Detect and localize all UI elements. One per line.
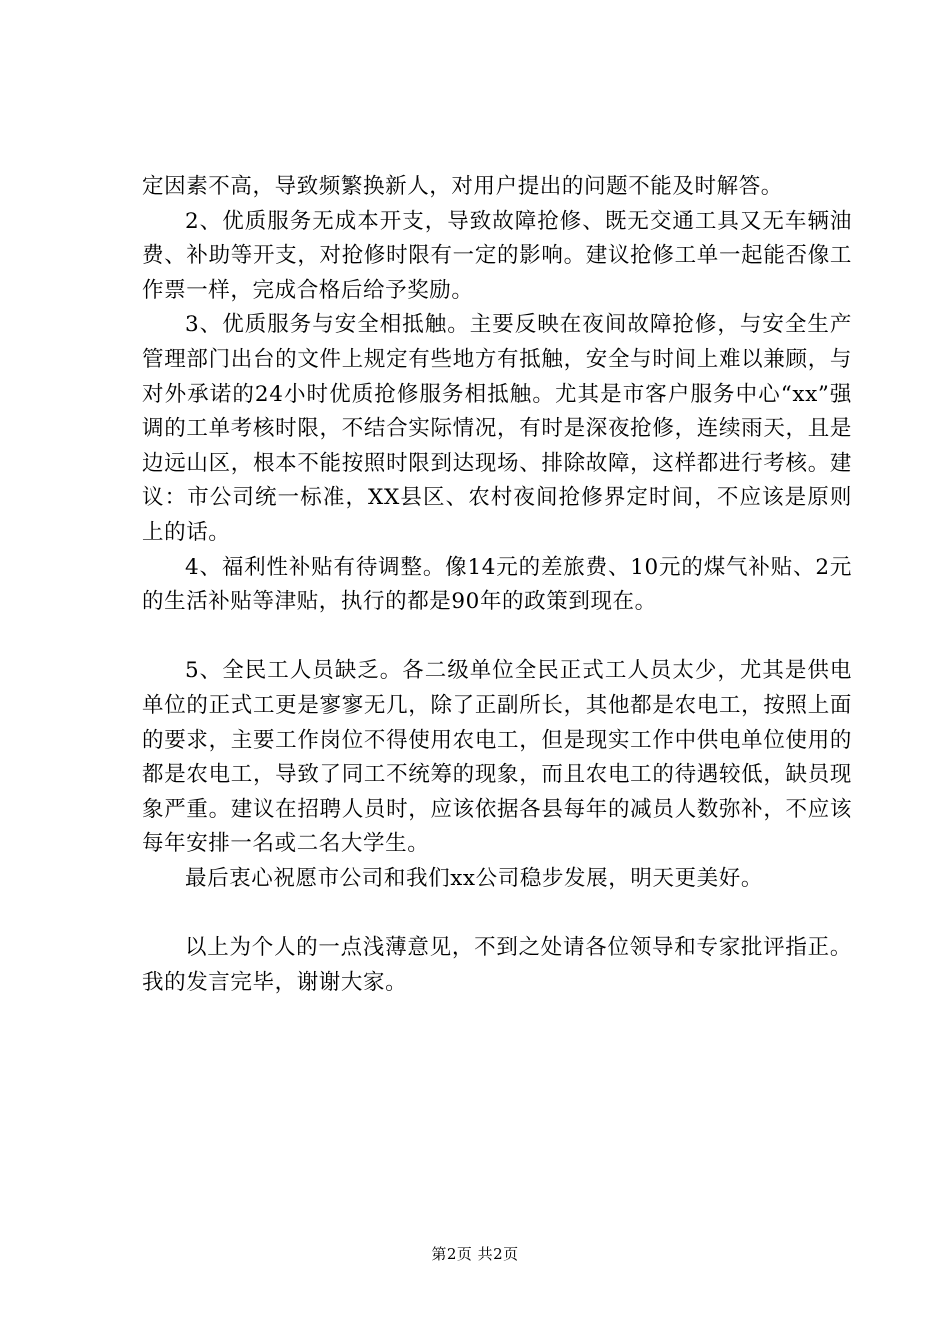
paragraph-closing-wish: 最后衷心祝愿市公司和我们xx公司稳步发展，明天更美好。 <box>185 865 763 891</box>
paragraph-item-2: 2、优质服务无成本开支，导致故障抢修、既无交通工具又无车辆油费、补助等开支，对抢修时限有一定的影响。建议抢修工单一起能否像工作票一样，完成合格后给予奖励。 <box>142 208 852 303</box>
page-number-footer: 第2页 共2页 <box>431 1245 519 1263</box>
paragraph-item-5: 5、全民工人员缺乏。各二级单位全民正式工人员太少，尤其是供电单位的正式工更是寥寥无几，除了正副所长，其他都是农电工，按照上面的要求，主要工作岗位不得使用农电工，但是现实工作中供电单位使用的都是农电工，导致了同工不统筹的现象，而且农电工的待遇较低，缺员现象严重。建议在招聘人员时，应该依据各县每年的减员人数弥补，不应该每年安排一名或二名大学生。 <box>142 658 852 857</box>
paragraph-item-3: 3、优质服务与安全相抵触。主要反映在夜间故障抢修，与安全生产管理部门出台的文件上规定有些地方有抵触，安全与时间上难以兼顾，与对外承诺的24小时优质抢修服务相抵触。尤其是市客户服务中心“xx”强调的工单考核时限，不结合实际情况，有时是深夜抢修，连续雨天，且是边远山区，根本不能按照时限到达现场、排除故障，这样都进行考核。建议：市公司统一标准，XX县区、农村夜间抢修界定时间，不应该是原则上的话。 <box>142 312 852 545</box>
document-body <box>142 170 852 1000</box>
paragraph-item-4: 4、福利性补贴有待调整。像14元的差旅费、10元的煤气补贴、2元的生活补贴等津贴，执行的都是90年的政策到现在。 <box>142 554 852 615</box>
paragraph-continuation: 定因素不高，导致频繁换新人，对用户提出的问题不能及时解答。 <box>142 174 783 199</box>
paragraph-closing-remarks: 以上为个人的一点浅薄意见，不到之处请各位领导和专家批评指正。我的发言完毕，谢谢大家。 <box>142 935 852 995</box>
